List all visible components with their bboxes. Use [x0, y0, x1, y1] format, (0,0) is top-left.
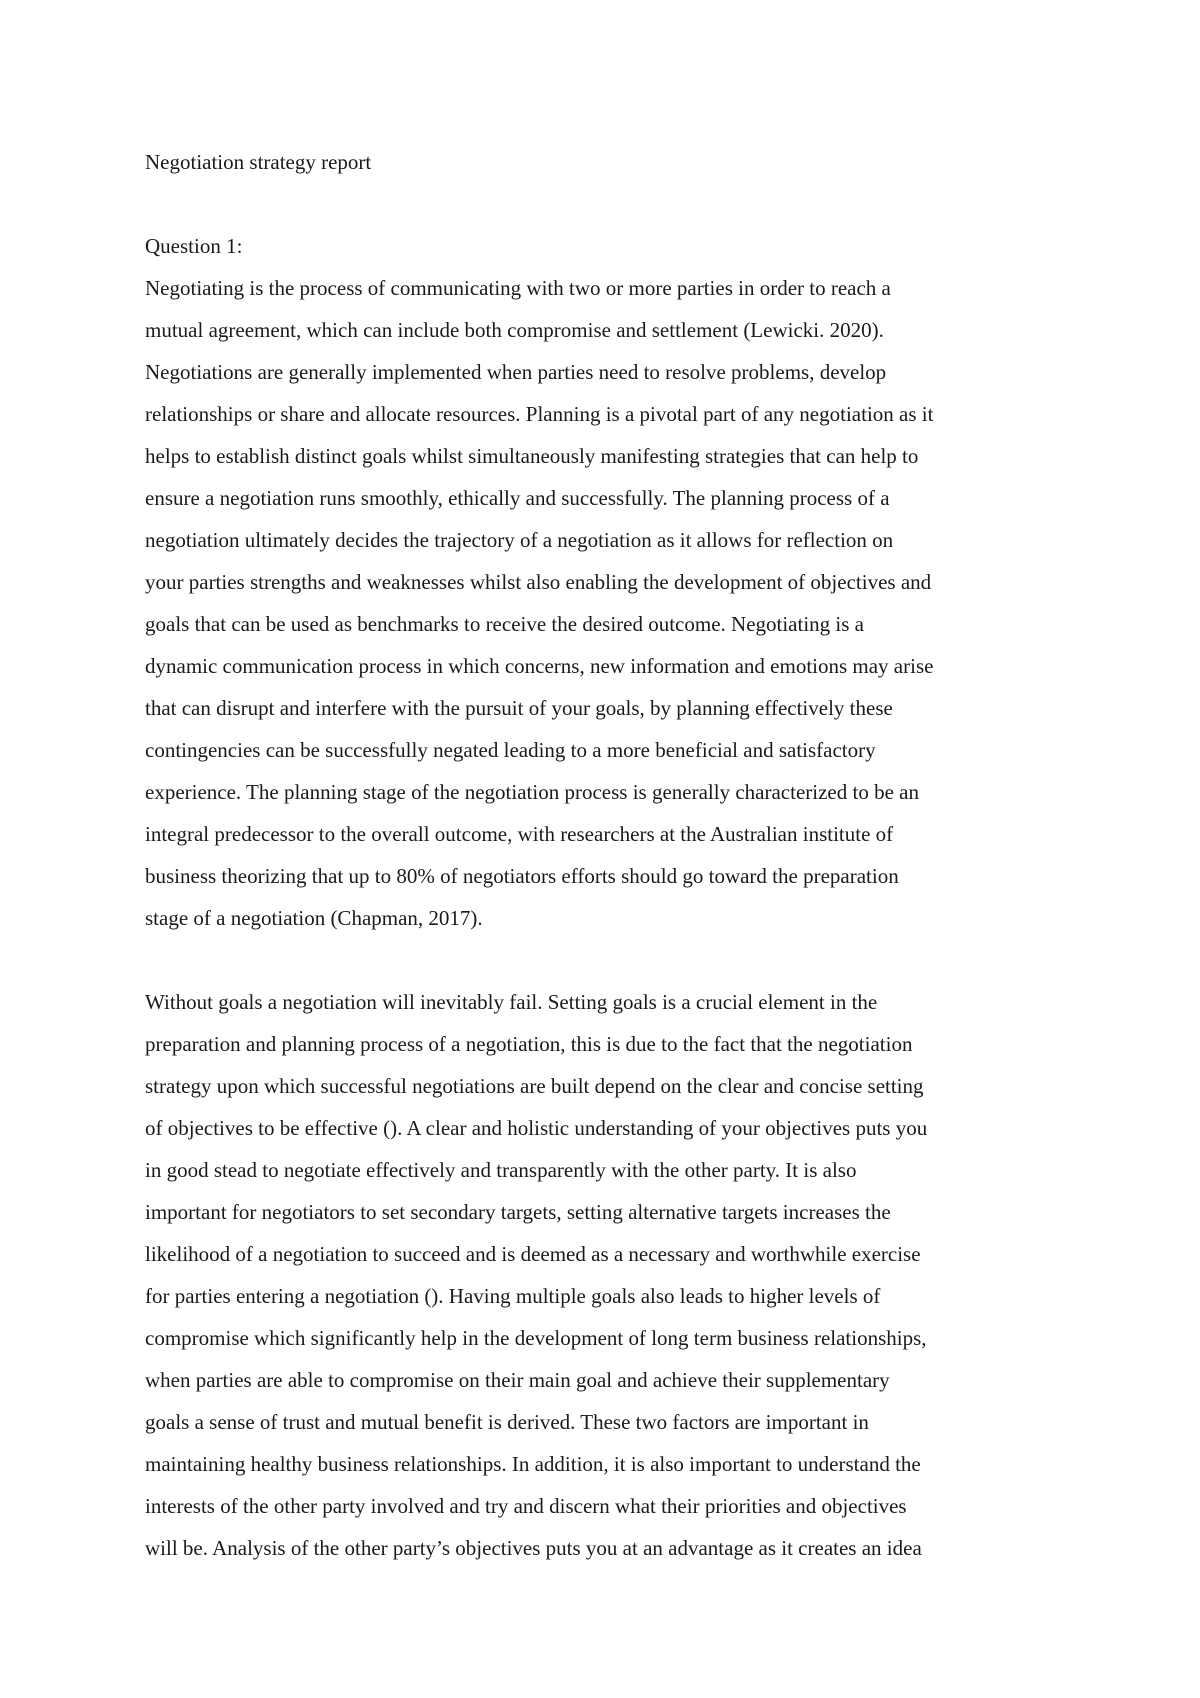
text-line: likelihood of a negotiation to succeed and is deemed as a necessary and worthwhile exercise	[145, 1242, 921, 1266]
text-line: experience. The planning stage of the negotiation process is generally characterized to be an	[145, 780, 919, 804]
text-line: goals a sense of trust and mutual benefit is derived. These two factors are important in	[145, 1410, 869, 1434]
text-line: goals that can be used as benchmarks to receive the desired outcome. Negotiating is a	[145, 612, 865, 636]
text-line: helps to establish distinct goals whilst simultaneously manifesting strategies that can help to	[145, 444, 919, 468]
text-line: relationships or share and allocate resources. Planning is a pivotal part of any negotiation as it	[145, 402, 934, 426]
document-body	[145, 142, 1075, 1569]
text-line: ensure a negotiation runs smoothly, ethically and successfully. The planning process of a	[145, 486, 890, 510]
text-line: dynamic communication process in which concerns, new information and emotions may arise	[145, 654, 934, 678]
text-line: mutual agreement, which can include both compromise and settlement (Lewicki. 2020).	[145, 318, 884, 342]
paragraph-2	[145, 981, 1075, 1569]
text-line: negotiation ultimately decides the trajectory of a negotiation as it allows for reflection on	[145, 528, 894, 552]
text-line: for parties entering a negotiation (). Having multiple goals also leads to higher levels of	[145, 1284, 881, 1308]
paragraph-spacer	[145, 939, 1075, 981]
text-line: business theorizing that up to 80% of negotiators efforts should go toward the preparation	[145, 864, 899, 888]
paragraph-1	[145, 267, 1075, 939]
text-line: will be. Analysis of the other party’s objectives puts you at an advantage as it creates an idea	[145, 1536, 922, 1560]
text-line: your parties strengths and weaknesses whilst also enabling the development of objectives and	[145, 570, 932, 594]
text-line: stage of a negotiation (Chapman, 2017).	[145, 906, 483, 930]
text-line: Without goals a negotiation will inevitably fail. Setting goals is a crucial element in the	[145, 990, 878, 1014]
text-line: when parties are able to compromise on their main goal and achieve their supplementary	[145, 1368, 890, 1392]
text-line: Negotiating is the process of communicating with two or more parties in order to reach a	[145, 276, 891, 300]
text-line: of objectives to be effective (). A clear and holistic understanding of your objectives puts you	[145, 1116, 928, 1140]
question-heading: Question 1:	[145, 234, 243, 258]
text-line: preparation and planning process of a negotiation, this is due to the fact that the negotiation	[145, 1032, 913, 1056]
text-line: Negotiations are generally implemented when parties need to resolve problems, develop	[145, 360, 887, 384]
text-line: maintaining healthy business relationships. In addition, it is also important to understand the	[145, 1452, 921, 1476]
text-line: that can disrupt and interfere with the pursuit of your goals, by planning effectively these	[145, 696, 893, 720]
document-title: Negotiation strategy report	[145, 150, 372, 174]
text-line: important for negotiators to set secondary targets, setting alternative targets increases the	[145, 1200, 891, 1224]
text-line: strategy upon which successful negotiations are built depend on the clear and concise setting	[145, 1074, 924, 1098]
text-line: integral predecessor to the overall outcome, with researchers at the Australian institute of	[145, 822, 894, 846]
text-line: compromise which significantly help in the development of long term business relationships,	[145, 1326, 927, 1350]
text-line: in good stead to negotiate effectively and transparently with the other party. It is also	[145, 1158, 857, 1182]
text-line: contingencies can be successfully negated leading to a more beneficial and satisfactory	[145, 738, 876, 762]
text-line: interests of the other party involved and try and discern what their priorities and objectives	[145, 1494, 907, 1518]
